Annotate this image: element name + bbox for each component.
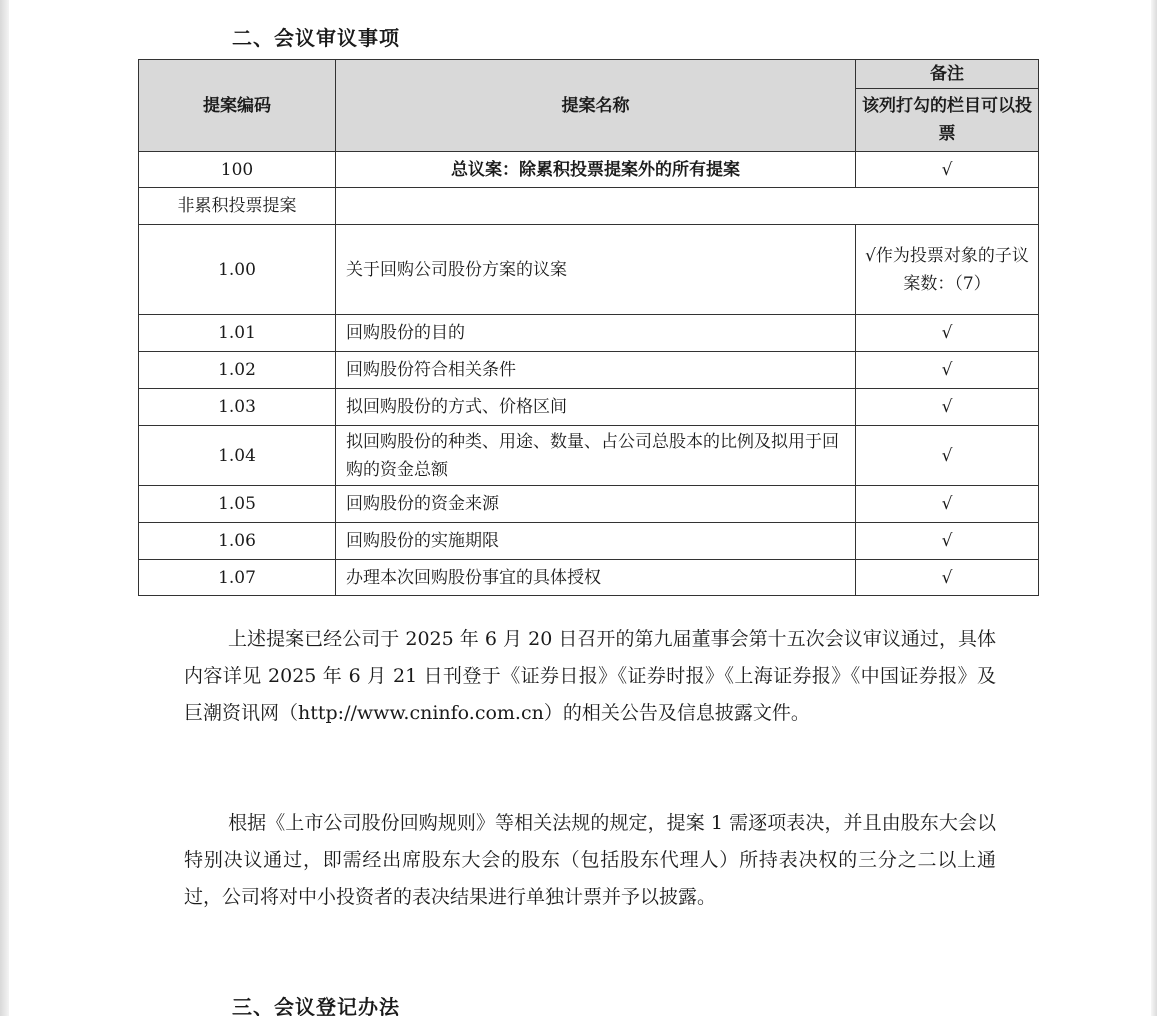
table-row-total [139, 152, 1039, 188]
cell-name: 回购股份的目的 [336, 315, 856, 352]
section-heading-2: 二、会议审议事项 [232, 26, 400, 50]
section-heading-3: 三、会议登记办法 [232, 995, 400, 1016]
cell-note: √ [856, 152, 1039, 188]
cell-name: 办理本次回购股份事宜的具体授权 [336, 560, 856, 596]
table-row [139, 523, 1039, 560]
cell-code: 1.02 [139, 352, 336, 389]
cell-name: 拟回购股份的方式、价格区间 [336, 389, 856, 426]
cell-name: 回购股份的资金来源 [336, 486, 856, 523]
paragraph-approval [184, 621, 996, 732]
cell-note: √ [856, 389, 1039, 426]
cell-name: 回购股份的实施期限 [336, 523, 856, 560]
paragraph-voting-rule-text: 根据《上市公司股份回购规则》等相关法规的规定，提案 1 需逐项表决，并且由股东大会以特别决议通过，即需经出席股东大会的股东（包括股东代理人）所持表决权的三分之二以上通过，公司将对中小投资者的表决结果进行单独计票并予以披露。 [184, 812, 996, 908]
cell-note: √ [856, 560, 1039, 596]
cell-note: √ [856, 352, 1039, 389]
cell-note: √ [856, 426, 1039, 486]
cell-note: √作为投票对象的子议案数：（7） [856, 225, 1039, 315]
table-row [139, 560, 1039, 596]
group-label: 非累积投票提案 [139, 188, 336, 225]
cell-code: 1.01 [139, 315, 336, 352]
paragraph-voting-rule [184, 805, 996, 916]
cell-note: √ [856, 315, 1039, 352]
header-name: 提案名称 [336, 60, 856, 152]
header-code: 提案编码 [139, 60, 336, 152]
header-note-sub: 该列打勾的栏目可以投票 [856, 89, 1039, 152]
cell-note: √ [856, 523, 1039, 560]
cell-note: √ [856, 486, 1039, 523]
cell-name: 总议案：除累积投票提案外的所有提案 [336, 152, 856, 188]
table-row-main [139, 225, 1039, 315]
table-row [139, 426, 1039, 486]
cell-name: 拟回购股份的种类、用途、数量、占公司总股本的比例及拟用于回购的资金总额 [336, 426, 856, 486]
page-shadow-left [0, 0, 9, 1016]
cell-code: 1.00 [139, 225, 336, 315]
table-row [139, 352, 1039, 389]
table-row-group [139, 188, 1039, 225]
table-row [139, 389, 1039, 426]
cell-code: 1.05 [139, 486, 336, 523]
cell-code: 1.07 [139, 560, 336, 596]
group-empty [336, 188, 1039, 225]
header-note: 备注 [856, 60, 1039, 89]
paragraph-approval-text: 上述提案已经公司于 2025 年 6 月 20 日召开的第九届董事会第十五次会议审议通过，具体内容详见 2025 年 6 月 21 日刊登于《证券日报》《证券时报》《上海证券报》《中国证券报》及巨潮资讯网（http://www.cninfo.com.cn）的相关公告及信息披露文件。 [184, 628, 996, 724]
table-row [139, 315, 1039, 352]
table-row [139, 486, 1039, 523]
cell-code: 1.03 [139, 389, 336, 426]
cell-name: 回购股份符合相关条件 [336, 352, 856, 389]
page-shadow-right [1151, 0, 1157, 1016]
cell-code: 1.06 [139, 523, 336, 560]
cell-name: 关于回购公司股份方案的议案 [336, 225, 856, 315]
cell-code: 1.04 [139, 426, 336, 486]
motions-table [138, 59, 1039, 596]
cell-code: 100 [139, 152, 336, 188]
